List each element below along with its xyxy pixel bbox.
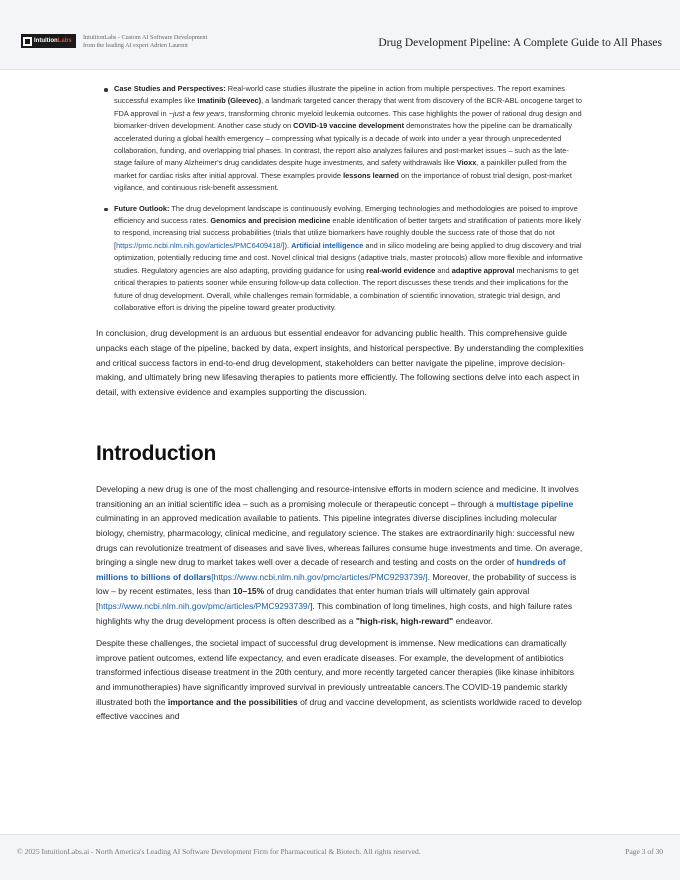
- page-header: [0, 0, 680, 70]
- section-heading-introduction: Introduction: [96, 442, 217, 466]
- bullet-case-studies: Case Studies and Perspectives: Real-world case studies illustrate the pipeline in action from multiple perspectives. The report examines successful examples like Imatinib (Gleevec), a landmark targeted cancer therapy that went from discovery of the BCR-ABL oncogene target to FDA approval in ~just a few years, transforming chronic myeloid leukemia outcomes. This case highlights the power of rational drug design and biomarker-driven development. Another case study on COVID-19 vaccine development demonstrates how the pipeline can be dramatically accelerated during a global health emergency – compressing what typically is a decade of work into under a year through unprecedented collaboration, funding, and overlapping trial phases. In contrast, the report also analyzes failures and post-market issues – such as the late-stage failure of many Alzheimer's drug candidates despite huge investments, and safety withdrawals like Vioxx, a painkiller pulled from the market for cardiac risks after initial approval. These examples provide lessons learned on the importance of robust trial design, post-market vigilance, and continuous risk-benefit assessment.: [102, 83, 586, 195]
- bullet-future-outlook: Future Outlook: The drug development landscape is continuously evolving. Emerging technologies and methodologies are poised to improve efficiency and success rates. Genomics and precision medicine enable identification of better targets and stratification of patients more likely to respond, increasing trial success probabilities (trials that utilize biomarkers have roughly double the success rate of those that do not [https://pmc.ncbi.nlm.nih.gov/articles/PMC6409418/]). Artificial intelligence and in silico modeling are being applied to drug discovery and trial optimization, potentially reducing time and cost. Novel clinical trial designs (adaptive trials, master protocols) allow more flexible and informative studies. Regulatory agencies are also adapting, providing guidance for using real-world evidence and adaptive approval mechanisms to get critical therapies to patients sooner while ensuring follow-up data collection. The report discusses these trends and their implications for the future of drug development. Overall, while challenges remain formidable, a combination of scientific innovation, strategic trial design, and collaborative effort is driving the pipeline toward greater productivity.: [102, 203, 586, 315]
- cost-estimate-link[interactable]: hundreds of millions to billions of dollars: [96, 557, 566, 582]
- pmc9293739-link-2[interactable]: https://www.ncbi.nlm.nih.gov/pmc/articles/PMC9293739/: [98, 601, 311, 612]
- intro-paragraph-2: Despite these challenges, the societal impact of successful drug development is immense. New medications can dramatically improve patient outcomes, extend life expectancy, and even eradicate diseases. For example, the development of antibiotics transformed infectious disease treatment in the 20th century, and more recently targeted cancer therapies (like kinase inhibitors and immunotherapies) have significantly improved survival in previously untreatable cancers.The COVID-19 pandemic starkly illustrated both the importance and the possibilities of drug and vaccine development, as scientists worldwide raced to develop effective vaccines and: [96, 638, 582, 722]
- artificial-intelligence-link[interactable]: Artificial intelligence: [291, 240, 364, 250]
- intuitionlabs-logo[interactable]: [21, 34, 76, 48]
- footer-copyright: © 2025 IntuitionLabs.ai - North America's Leading AI Software Development Firm for Pharmaceutical & Biotech. All rights reserved.: [17, 847, 421, 856]
- page-number: Page 3 of 30: [625, 847, 663, 856]
- summary-bullets: [102, 83, 586, 314]
- header-subtitle: IntuitionLabs - Custom AI Software Development from the leading AI expert Adrien Laurent: [83, 34, 208, 49]
- logo-mark-icon: [23, 37, 32, 46]
- intro-paragraph-1: Developing a new drug is one of the most challenging and resource-intensive efforts in modern science and medicine. It involves transitioning an an initial scientific idea – such as a promising molecule or therapeutic concept – through a multistage pipeline culminating in an approved medication available to patients. This pipeline integrates diverse disciplines including molecular biology, chemistry, pharmacology, clinical medicine, and regulatory science. The stakes are extraordinarily high: successful new drugs can revolutionize treatment of diseases and save lives, whereas failures consume huge investments and time. On average, bringing a single new drug to market takes well over a decade of research and testing and costs on the order of hundreds of millions to billions of dollars[https://www.ncbi.nlm.nih.gov/pmc/articles/PMC9293739/]. Moreover, the probability of success is low – by recent estimates, less than 10–15% of drug candidates that enter human trials will ultimately gain approval [https://www.ncbi.nlm.nih.gov/pmc/articles/PMC9293739/]. This combination of long timelines, high costs, and high failure rates highlights why the drug development process is often described as a "high-risk, high-reward" endeavor.: [96, 484, 583, 626]
- pmc6409418-link[interactable]: https://pmc.ncbi.nlm.nih.gov/articles/PMC6409418/: [116, 240, 283, 250]
- conclusion-paragraph: In conclusion, drug development is an arduous but essential endeavor for advancing public health. This comprehensive guide unpacks each stage of the pipeline, backed by data, expert insights, and historical perspective. By understanding the complexities and critical success factors in end-to-end drug development, stakeholders can better navigate the pipeline, improve decision-making, and ultimately bring new lifesaving therapies to patients more efficiently. The following sections delve into each aspect in detail, with extensive evidence and examples supporting the discussion.: [96, 328, 584, 397]
- multistage-pipeline-link[interactable]: multistage pipeline: [496, 498, 574, 509]
- logo-wordmark: IntuitionLabs: [34, 38, 72, 44]
- pmc9293739-link-1[interactable]: [https://www.ncbi.nlm.nih.gov/pmc/articles/PMC9293739/]: [211, 571, 428, 582]
- page-content: [96, 78, 586, 724]
- page-footer: [0, 834, 680, 880]
- document-title: Drug Development Pipeline: A Complete Guide to All Phases: [378, 37, 662, 49]
